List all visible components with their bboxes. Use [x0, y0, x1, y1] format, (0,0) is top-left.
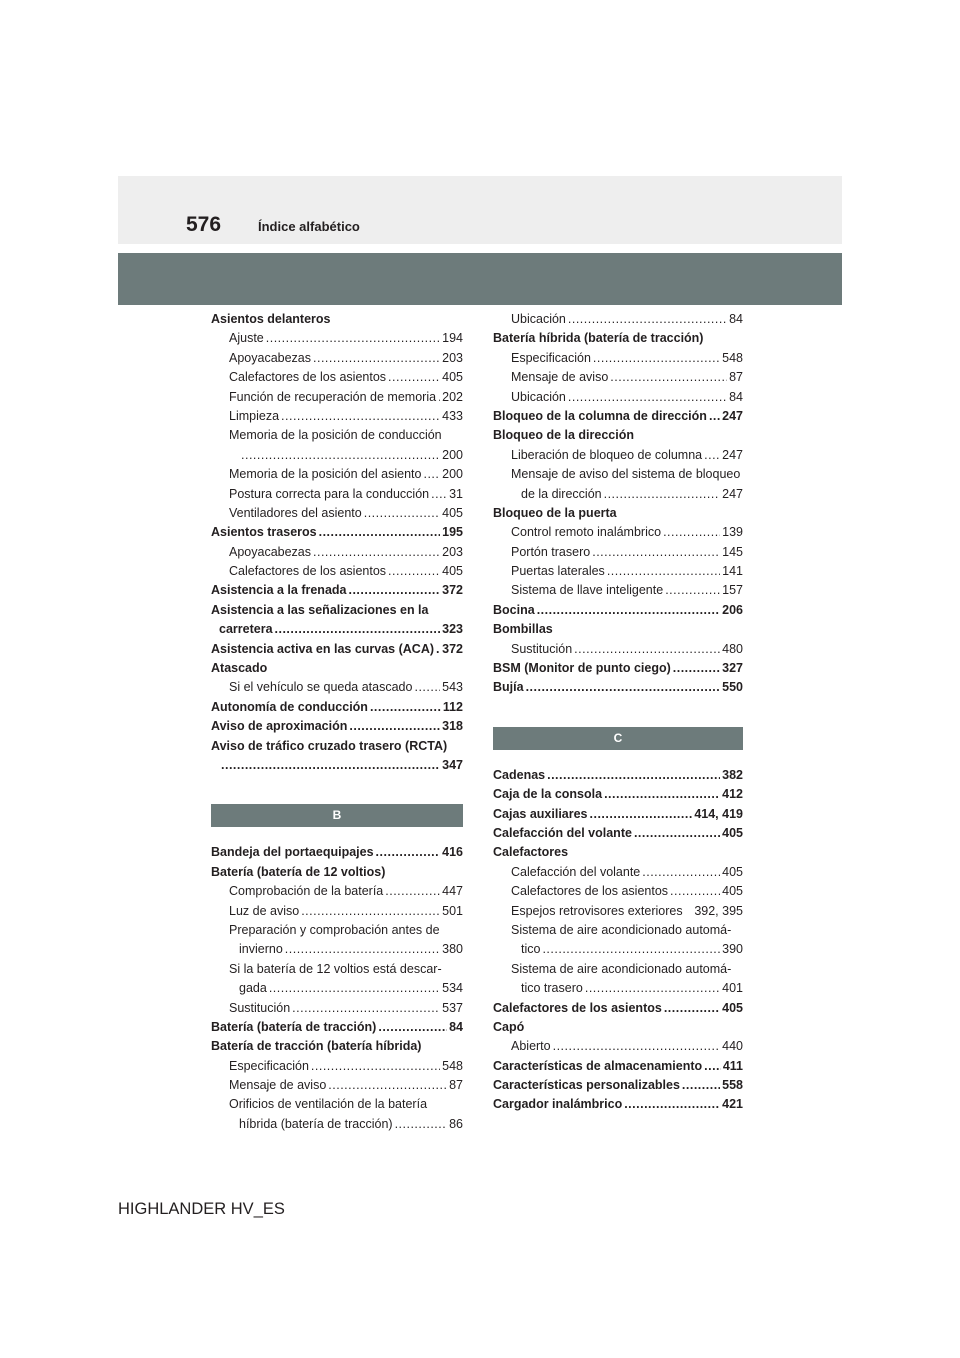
entry-page-number: 405: [442, 370, 463, 385]
entry-page-number: 380: [442, 942, 463, 957]
dot-leader: [665, 581, 720, 600]
entry-label: Capó: [493, 1019, 525, 1034]
entry-page-number: 347: [442, 757, 463, 772]
entry-page-number: 405: [722, 825, 743, 840]
index-entry: [493, 349, 743, 368]
index-entry: [493, 678, 743, 697]
entry-label: Aviso de tráfico cruzado trasero (RCTA): [211, 738, 448, 753]
entry-page-number: 87: [729, 370, 743, 385]
entry-page-number: 84: [729, 312, 743, 326]
entry-page-number: 421: [722, 1097, 743, 1112]
entry-page-number: 206: [722, 602, 743, 617]
entry-page-number: 534: [442, 981, 463, 996]
entry-page-number: 558: [722, 1078, 743, 1093]
entry-label: Calefactores de los asientos: [229, 370, 387, 385]
index-entry: [493, 1057, 743, 1076]
index-entry: [211, 523, 463, 542]
entry-page-number: 405: [722, 884, 743, 899]
dot-leader: [221, 756, 440, 775]
index-entry: [211, 1018, 463, 1037]
dot-leader: [378, 1018, 447, 1037]
entry-label: Sistema de aire acondicionado automá-: [511, 961, 732, 976]
entry-label: Calefacción del volante: [511, 864, 641, 879]
entry-label: Especificación: [229, 1058, 309, 1073]
page-number: 576: [186, 213, 222, 236]
dot-leader: [604, 485, 721, 504]
dot-leader: [704, 1057, 721, 1076]
dot-leader: [568, 388, 727, 407]
dot-leader: [349, 717, 440, 736]
entry-page-number: 112: [442, 699, 463, 714]
index-entry: [211, 407, 463, 426]
dot-leader: [574, 640, 720, 659]
entry-label: Características de almacenamiento: [493, 1058, 703, 1073]
entry-label: Batería (batería de 12 voltios): [211, 864, 386, 879]
dot-leader: [285, 940, 440, 959]
entry-page-number: 372: [442, 583, 463, 598]
entry-page-number: 203: [442, 544, 463, 559]
entry-label: Características personalizables: [493, 1078, 680, 1093]
entry-page-number: 86: [449, 1116, 463, 1131]
dot-leader: [269, 979, 440, 998]
entry-label: Liberación de bloqueo de columna: [511, 447, 703, 462]
dot-leader: [385, 882, 440, 901]
entry-label: Limpieza: [229, 408, 280, 423]
index-entry: [211, 863, 463, 882]
index-entry: [493, 785, 743, 804]
index-entry: [211, 640, 463, 659]
index-entry: [493, 581, 743, 600]
index-entry: [493, 1018, 743, 1037]
index-entry: [211, 329, 463, 348]
entry-label: Cajas auxiliares: [493, 806, 588, 821]
entry-label: tico trasero: [521, 981, 583, 996]
entry-page-number: 447: [442, 884, 463, 899]
dot-leader: [590, 805, 693, 824]
entry-label: Cadenas: [493, 767, 546, 782]
index-entry: [211, 756, 463, 775]
dot-leader: [281, 407, 440, 426]
index-entry: [493, 766, 743, 785]
entry-label: Autonomía de conducción: [211, 699, 368, 714]
entry-page-number: 247: [722, 408, 743, 423]
entry-page-number: 537: [442, 1000, 463, 1015]
entry-label: Preparación y comprobación antes de: [229, 922, 440, 937]
entry-label: Orificios de ventilación de la batería: [229, 1097, 428, 1112]
entry-label: Mensaje de aviso del sistema de bloqueo: [511, 467, 741, 482]
index-entry: [493, 659, 743, 678]
dot-leader: [388, 562, 440, 581]
entry-label: Bujía: [493, 680, 524, 695]
dot-leader: [624, 1095, 720, 1114]
entry-label: Batería (batería de tracción): [211, 1019, 377, 1034]
index-entry: [211, 1076, 463, 1095]
dot-leader: [526, 678, 721, 697]
index-entry: [211, 843, 463, 862]
entry-label: Control remoto inalámbrico: [511, 525, 662, 540]
dot-leader: [537, 601, 720, 620]
entry-label: Asistencia a las señalizaciones en la: [211, 602, 429, 617]
dot-leader: [436, 640, 440, 659]
index-entry: [211, 465, 463, 484]
index-entry: [211, 601, 463, 620]
dot-leader: [313, 543, 440, 562]
entry-label: Calefacción del volante: [493, 825, 632, 840]
index-entry: [493, 485, 743, 504]
index-entry: [211, 562, 463, 581]
dot-leader: [376, 843, 441, 862]
entry-label: Calefactores: [493, 845, 569, 860]
entry-label: Ventiladores del asiento: [229, 505, 362, 520]
dot-leader: [585, 979, 720, 998]
dot-leader: [642, 863, 720, 882]
entry-label: Bloqueo de la dirección: [493, 428, 634, 443]
index-entry: [211, 902, 463, 921]
index-entry: [211, 1037, 463, 1056]
index-entry: [493, 940, 743, 959]
entry-label: Asientos delanteros: [211, 312, 331, 326]
index-entry: [493, 620, 743, 639]
index-entry: [493, 921, 743, 940]
index-entry: [493, 863, 743, 882]
entry-page-number: 548: [722, 350, 743, 365]
entry-page-number: 501: [442, 903, 463, 918]
entry-page-number: 327: [722, 661, 743, 676]
index-entry: [211, 882, 463, 901]
index-entry: [211, 678, 463, 697]
entry-label: carretera: [219, 622, 273, 637]
entry-label: Aviso de aproximación: [211, 719, 348, 734]
dot-leader: [673, 659, 720, 678]
entry-label: Calefactores de los asientos: [493, 1000, 662, 1015]
entry-label: Apoyacabezas: [229, 350, 312, 365]
index-entry: [211, 921, 463, 940]
entry-page-number: 194: [442, 331, 463, 346]
index-entry: [493, 824, 743, 843]
entry-label: Sustitución: [229, 1000, 291, 1015]
entry-page-number: 195: [442, 525, 463, 540]
dot-leader: [593, 349, 720, 368]
entry-page-number: 200: [442, 467, 463, 482]
entry-label: Especificación: [511, 350, 591, 365]
index-entry: [493, 640, 743, 659]
entry-page-number: 440: [722, 1039, 743, 1054]
index-entry: [493, 368, 743, 387]
entry-label: Mensaje de aviso: [511, 370, 609, 385]
index-entry: [493, 882, 743, 901]
index-entry: [493, 446, 743, 465]
entry-page-number: 84: [449, 1019, 463, 1034]
index-entry: [493, 329, 743, 348]
dot-leader: [313, 349, 440, 368]
index-entry: [211, 310, 463, 329]
entry-label: Ubicación: [511, 389, 566, 404]
entry-label: Ajuste: [229, 331, 264, 346]
entry-page-number: 87: [449, 1078, 463, 1093]
entry-label: Sustitución: [511, 641, 573, 656]
entry-label: Sistema de llave inteligente: [511, 583, 664, 598]
dot-leader: [311, 1057, 440, 1076]
entry-page-number: 84: [729, 389, 743, 404]
dot-leader: [670, 882, 720, 901]
dot-leader: [423, 465, 440, 484]
index-entry: [493, 388, 743, 407]
entry-label: Bloqueo de la puerta: [493, 505, 617, 520]
section-spacer: [493, 698, 743, 727]
index-entry: [211, 979, 463, 998]
entry-page-number: 392, 395: [694, 903, 743, 918]
index-entry: [493, 843, 743, 862]
dot-leader: [395, 1115, 448, 1134]
section-spacer: [493, 750, 743, 766]
entry-page-number: 31: [449, 486, 463, 501]
index-entry: [211, 737, 463, 756]
entry-page-number: 411: [722, 1058, 743, 1073]
entry-label: Bandeja del portaequipajes: [211, 845, 374, 860]
entry-label: Comprobación de la batería: [229, 884, 384, 899]
entry-label: tico: [521, 942, 541, 957]
dot-leader: [348, 581, 440, 600]
entry-page-number: 139: [722, 525, 743, 540]
entry-label: Atascado: [211, 661, 268, 676]
dot-leader: [610, 368, 727, 387]
entry-page-number: 480: [722, 641, 743, 656]
entry-page-number: 141: [722, 564, 743, 579]
entry-page-number: 543: [442, 680, 463, 695]
dot-leader: [438, 388, 440, 407]
entry-label: Memoria de la posición del asiento: [229, 467, 422, 482]
dot-leader: [414, 678, 440, 697]
entry-label: Calefactores de los asientos: [229, 564, 387, 579]
entry-page-number: 247: [722, 486, 743, 501]
dot-leader: [301, 902, 440, 921]
index-entry: [211, 1115, 463, 1134]
entry-page-number: 200: [442, 447, 463, 462]
index-entry: [211, 659, 463, 678]
entry-label: Batería de tracción (batería híbrida): [211, 1039, 422, 1054]
entry-page-number: 145: [722, 544, 743, 559]
index-entry: [493, 543, 743, 562]
section-title: Índice alfabético: [258, 219, 360, 234]
dot-leader: [592, 543, 720, 562]
letter-heading: B: [211, 804, 463, 827]
index-entry: [211, 446, 463, 465]
entry-label: Apoyacabezas: [229, 544, 312, 559]
section-spacer: [211, 775, 463, 804]
dot-leader: [364, 504, 440, 523]
index-entry: [211, 581, 463, 600]
entry-page-number: 433: [442, 408, 463, 423]
letter-heading: C: [493, 727, 743, 750]
index-entry: [493, 999, 743, 1018]
dot-leader: [542, 940, 720, 959]
entry-page-number: 416: [442, 845, 463, 860]
dot-leader: [275, 620, 441, 639]
index-entry: [493, 426, 743, 445]
dot-leader: [607, 562, 720, 581]
entry-page-number: 548: [442, 1058, 463, 1073]
entry-page-number: 414, 419: [694, 806, 743, 821]
entry-label: Mensaje de aviso: [229, 1078, 327, 1093]
entry-label: Asistencia activa en las curvas (ACA): [211, 641, 435, 656]
index-entry: [493, 465, 743, 484]
index-entry: [211, 426, 463, 445]
dot-leader: [241, 446, 440, 465]
dot-leader: [553, 1037, 721, 1056]
entry-label: invierno: [239, 942, 283, 957]
index-entry: [211, 368, 463, 387]
entry-page-number: 401: [722, 981, 743, 996]
index-entry: [211, 960, 463, 979]
index-entry: [493, 1037, 743, 1056]
entry-label: Bloqueo de la columna de dirección: [493, 408, 707, 423]
index-entry: [211, 349, 463, 368]
entry-label: Sistema de aire acondicionado automá-: [511, 922, 732, 937]
index-column-left: [211, 310, 463, 1134]
entry-label: Si el vehículo se queda atascado: [229, 680, 413, 695]
index-entry: [493, 1076, 743, 1095]
entry-label: Ubicación: [511, 312, 566, 326]
entry-label: Postura correcta para la conducción: [229, 486, 430, 501]
dot-leader: [682, 1076, 720, 1095]
entry-label: Abierto: [511, 1039, 551, 1054]
dot-leader: [709, 407, 720, 426]
index-entry: [211, 999, 463, 1018]
dot-leader: [431, 485, 447, 504]
index-entry: [211, 504, 463, 523]
dot-leader: [664, 999, 720, 1018]
entry-label: Espejos retrovisores exteriores: [511, 903, 683, 918]
entry-label: Cargador inalámbrico: [493, 1097, 623, 1112]
entry-label: gada: [239, 981, 267, 996]
entry-label: Memoria de la posición de conducción: [229, 428, 442, 443]
dot-leader: [319, 523, 441, 542]
index-entry: [493, 1095, 743, 1114]
index-entry: [493, 504, 743, 523]
entry-label: Luz de aviso: [229, 903, 300, 918]
header-band: [118, 176, 842, 244]
entry-page-number: 247: [722, 447, 743, 462]
index-entry: [211, 1057, 463, 1076]
dot-leader: [328, 1076, 447, 1095]
entry-page-number: 550: [722, 680, 743, 695]
index-entry: [493, 902, 743, 921]
dot-leader: [663, 523, 720, 542]
index-entry: [493, 407, 743, 426]
dot-leader: [388, 368, 440, 387]
entry-page-number: 405: [442, 564, 463, 579]
dot-leader: [704, 446, 720, 465]
entry-page-number: 405: [442, 505, 463, 520]
entry-page-number: 412: [722, 787, 743, 802]
index-entry: [493, 601, 743, 620]
index-entry: [211, 698, 463, 717]
entry-label: Calefactores de los asientos: [511, 884, 669, 899]
index-entry: [211, 543, 463, 562]
entry-page-number: 318: [442, 719, 463, 734]
entry-label: Batería híbrida (batería de tracción): [493, 331, 704, 346]
entry-label: Asistencia a la frenada: [211, 583, 347, 598]
entry-label: híbrida (batería de tracción): [239, 1116, 393, 1131]
index-entry: [493, 979, 743, 998]
footer-model: HIGHLANDER HV_ES: [118, 1200, 285, 1218]
entry-label: Caja de la consola: [493, 787, 603, 802]
index-entry: [493, 310, 743, 329]
index-entry: [493, 523, 743, 542]
index-entry: [211, 388, 463, 407]
entry-page-number: 203: [442, 350, 463, 365]
index-entry: [211, 717, 463, 736]
section-spacer: [211, 827, 463, 843]
index-column-right: [493, 310, 743, 1115]
index-entry: [211, 1095, 463, 1114]
entry-label: Si la batería de 12 voltios está descar-: [229, 961, 442, 976]
entry-page-number: 202: [442, 389, 463, 404]
index-entry: [211, 620, 463, 639]
entry-page-number: 382: [722, 767, 743, 782]
entry-page-number: 405: [722, 864, 743, 879]
entry-page-number: 405: [722, 1000, 743, 1015]
dot-leader: [266, 329, 440, 348]
entry-page-number: 323: [442, 622, 463, 637]
index-entry: [493, 562, 743, 581]
header-bar: [118, 253, 842, 305]
dot-leader: [547, 766, 720, 785]
dot-leader: [634, 824, 720, 843]
entry-label: Asientos traseros: [211, 525, 317, 540]
dot-leader: [604, 785, 720, 804]
index-entry: [493, 960, 743, 979]
entry-label: Función de recuperación de memoria: [229, 389, 437, 404]
entry-label: Bocina: [493, 602, 535, 617]
index-entry: [493, 805, 743, 824]
entry-label: Bombillas: [493, 622, 553, 637]
entry-label: Puertas laterales: [511, 564, 605, 579]
dot-leader: [568, 310, 727, 329]
dot-leader: [292, 999, 440, 1018]
entry-label: de la dirección: [521, 486, 602, 501]
entry-label: BSM (Monitor de punto ciego): [493, 661, 671, 676]
dot-leader: [370, 698, 441, 717]
index-entry: [211, 940, 463, 959]
entry-label: Portón trasero: [511, 544, 591, 559]
entry-page-number: 390: [722, 942, 743, 957]
entry-page-number: 372: [442, 641, 463, 656]
entry-page-number: 157: [722, 583, 743, 598]
index-entry: [211, 485, 463, 504]
